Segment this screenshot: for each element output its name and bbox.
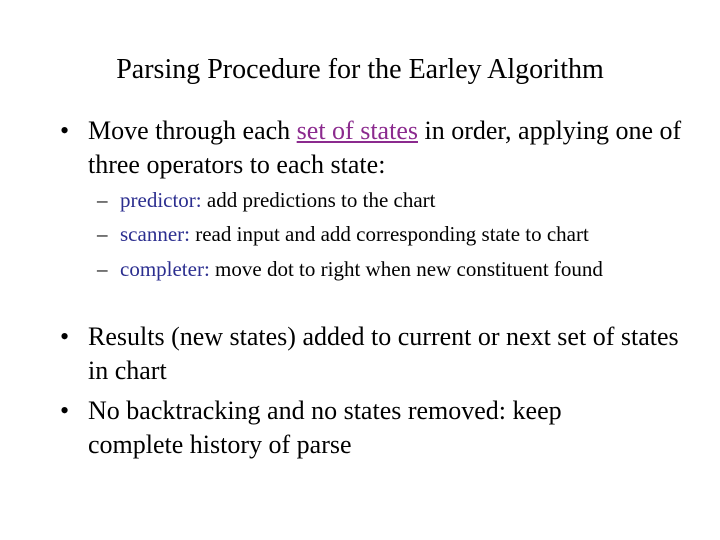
operator-term: predictor: xyxy=(120,188,202,212)
bullet-text-part: Move through each xyxy=(88,116,297,145)
sub-item-scanner xyxy=(97,220,697,248)
bullet-text: No backtracking and no states removed: keep complete history of parse xyxy=(88,396,562,459)
bullet-item-1 xyxy=(60,114,700,182)
sub-item-text xyxy=(120,220,697,248)
bullet-icon: • xyxy=(60,322,70,351)
operator-description: move dot to right when new constituent found xyxy=(209,257,603,281)
bullet-text xyxy=(88,114,700,182)
dash-icon: – xyxy=(97,188,108,212)
slide-title: Parsing Procedure for the Earley Algorithm xyxy=(116,54,604,85)
operator-term: scanner: xyxy=(120,222,190,246)
operator-description: read input and add corresponding state to chart xyxy=(189,222,589,246)
sub-item-text xyxy=(120,255,617,283)
bullet-icon: • xyxy=(60,396,70,425)
operator-description: add predictions to the chart xyxy=(201,188,436,212)
bullet-item-3 xyxy=(60,394,620,462)
bullet-text: Results (new states) added to current or next set of states in chart xyxy=(88,322,679,385)
sub-item-completer xyxy=(97,255,617,283)
set-of-states-link[interactable]: set of states xyxy=(296,116,418,145)
operator-term: completer: xyxy=(120,257,210,281)
dash-icon: – xyxy=(97,257,108,281)
dash-icon: – xyxy=(97,222,108,246)
bullet-item-2 xyxy=(60,320,680,388)
sub-item-predictor xyxy=(97,186,697,214)
bullet-icon: • xyxy=(60,116,70,145)
bullet-text-part: in order, applying one of three operators to each state: xyxy=(88,116,682,179)
sub-item-text xyxy=(120,186,697,214)
